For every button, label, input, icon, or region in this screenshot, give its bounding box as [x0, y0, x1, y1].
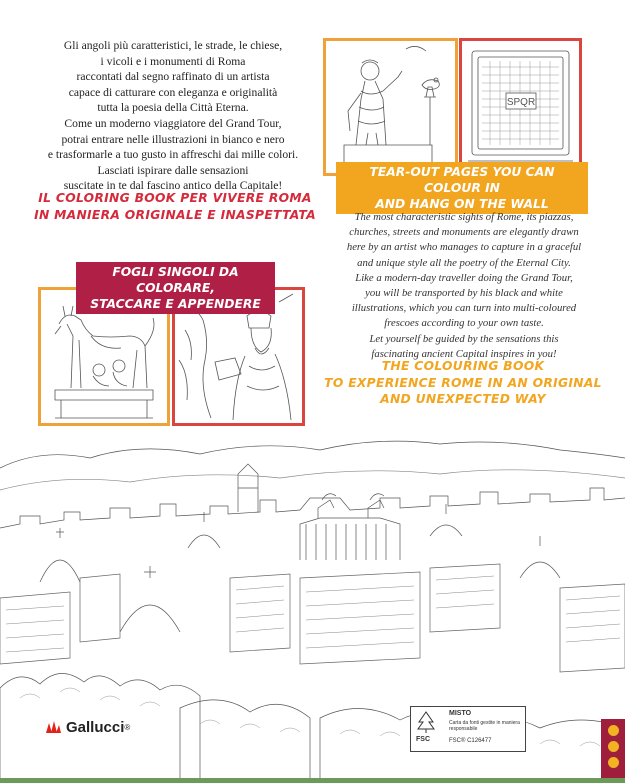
english-description-line: fascinating ancient Capital inspires in you!: [371, 347, 557, 360]
english-banner: [336, 162, 588, 214]
english-description-line: Like a modern-day traveller doing the Grand Tour,: [355, 271, 573, 284]
italian-banner-line: FOGLI SINGOLI DA COLORARE,: [112, 265, 239, 295]
registered-mark: ®: [124, 722, 131, 732]
english-description-line: Let yourself be guided by the sensations this: [369, 332, 559, 345]
italian-headline-line: IL COLORING BOOK PER VIVERE ROMA: [38, 191, 312, 205]
italian-headline: [20, 190, 330, 224]
italian-description-line: Gli angoli più caratteristici, le strade, le chiese,: [63, 39, 283, 52]
gallucci-name: Gallucci: [66, 718, 125, 736]
fsc-description: Carta da fonti gestite in maniera responsabile: [449, 720, 520, 732]
corner-decoration: [601, 719, 625, 783]
italian-banner: [76, 262, 275, 314]
english-banner-line: AND HANG ON THE WALL: [375, 197, 549, 211]
fsc-title: MISTO: [449, 710, 472, 717]
italian-description-line: e trasformarle a tuo gusto in affreschi dai mille colori.: [47, 148, 299, 162]
italian-banner-line: STACCARE E APPENDERE: [90, 297, 261, 311]
italian-description-line: suscitate in te dal fascino antico della Capitale!: [63, 179, 283, 193]
english-headline: [318, 358, 608, 408]
english-description-line: here by an artist who manages to capture in a graceful: [346, 241, 582, 254]
gallucci-logo-icon: [44, 719, 62, 735]
italian-description-line: i vicoli e i monumenti di Roma: [100, 54, 246, 68]
english-banner-line: TEAR-OUT PAGES YOU CAN COLOUR IN: [369, 165, 555, 195]
italian-description-line: Come un moderno viaggiatore del Grand Tour,: [64, 116, 282, 130]
corner-dot: [608, 757, 619, 768]
italian-description-line: capace di catturare con eleganza e originalità: [68, 85, 278, 99]
italian-description-line: potrai entrare nelle illustrazioni in bianco e nero: [61, 132, 285, 146]
english-description-line: churches, streets and monuments are elegantly drawn: [349, 226, 579, 239]
english-description-line: and unique style all the poetry of the Eternal City.: [357, 256, 571, 269]
italian-description: [28, 38, 318, 194]
fsc-label: [410, 706, 526, 752]
english-description-line: illustrations, which you can turn into multi-coloured: [351, 302, 577, 315]
italian-description-line: tutta la poesia della Città Eterna.: [97, 101, 249, 115]
gallucci-logo: [40, 712, 136, 742]
english-headline-line: TO EXPERIENCE ROME IN AN ORIGINAL: [324, 375, 602, 390]
corner-dot: [608, 725, 619, 736]
english-description-line: The most characteristic sights of Rome, its piazzas,: [354, 211, 574, 223]
english-description-line: you will be transported by his black and white: [365, 287, 563, 300]
fsc-tree-icon: [415, 710, 437, 734]
corner-dot: [608, 741, 619, 752]
bottom-strip: [0, 778, 625, 783]
english-headline-line: AND UNEXPECTED WAY: [380, 392, 546, 406]
italian-headline-line: IN MANIERA ORIGINALE E INASPETTATA: [34, 208, 316, 222]
fsc-label-text: FSC: [416, 736, 430, 743]
italian-description-line: Lasciati ispirare dalle sensazioni: [97, 163, 249, 177]
caesar-illustration: [323, 38, 458, 176]
spqr-text: SPQR: [506, 97, 536, 108]
manhole-illustration: [459, 38, 582, 176]
english-description-line: frescoes according to your own taste.: [384, 317, 544, 330]
fsc-code: FSC® C126477: [449, 738, 492, 744]
english-description: [330, 210, 598, 362]
italian-description-line: raccontati dal segno raffinato di un artista: [76, 70, 270, 84]
english-headline-line: THE COLOURING BOOK: [381, 359, 545, 373]
